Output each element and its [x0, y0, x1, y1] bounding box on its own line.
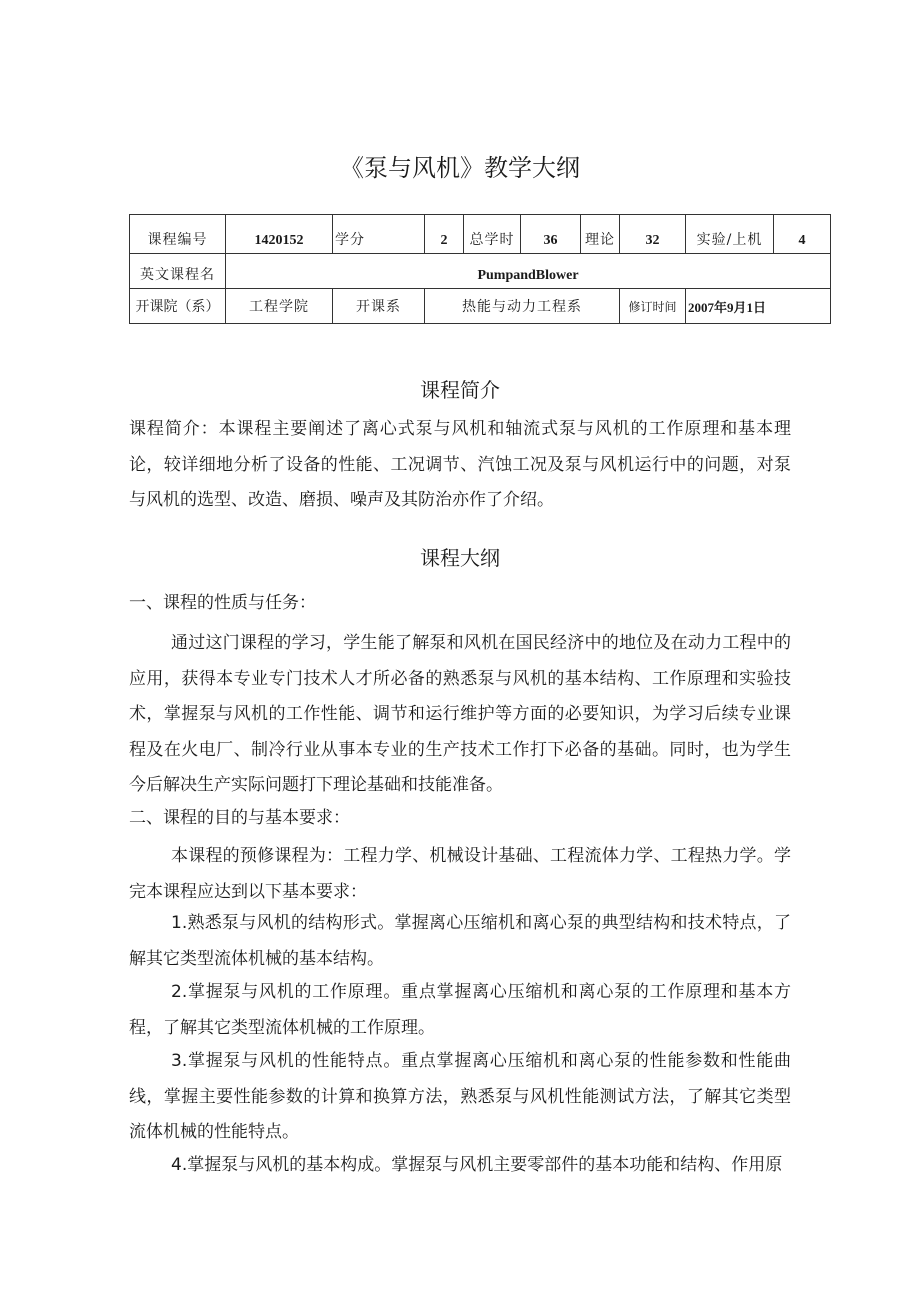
credits-label: 学分 [333, 215, 425, 254]
department-value: 热能与动力工程系 [425, 289, 620, 324]
lab-hours-value: 4 [774, 215, 831, 254]
theory-label: 理论 [581, 215, 620, 254]
course-code-label: 课程编号 [130, 215, 226, 254]
theory-hours-value: 32 [620, 215, 686, 254]
requirement-item-4: 4.掌握泵与风机的基本构成。掌握泵与风机主要零部件的基本功能和结构、作用原 [171, 1155, 783, 1175]
table-row [130, 215, 831, 254]
table-row [130, 289, 831, 324]
college-value: 工程学院 [226, 289, 333, 324]
course-info-table [129, 214, 831, 324]
department-label: 开课系 [333, 289, 425, 324]
table-row [130, 254, 831, 289]
section1-title: 一、课程的性质与任务： [129, 593, 316, 613]
revision-label: 修订时间 [620, 289, 686, 324]
intro-heading: 课程简介 [420, 378, 500, 402]
requirement-item-2: 2.掌握泵与风机的工作原理。重点掌握离心压缩机和离心泵的工作原理和基本方程，了解其它类型流体机械的工作原理。 [129, 982, 791, 1038]
section2-title: 二、课程的目的与基本要求： [129, 808, 350, 828]
section1-paragraph: 通过这门课程的学习，学生能了解泵和风机在国民经济中的地位及在动力工程中的应用，获得本专业专门技术人才所必备的熟悉泵与风机的基本结构、工作原理和实验技术，掌握泵与风机的工作性能、调节和运行维护等方面的必要知识，为学习后续专业课程及在火电厂、制冷行业从事本专业的生产技术工作打下必备的基础。同时，也为学生今后解决生产实际问题打下理论基础和技能准备。 [129, 633, 791, 795]
course-code-value: 1420152 [226, 215, 333, 254]
total-hours-value: 36 [521, 215, 581, 254]
document-title: 《泵与风机》教学大纲 [340, 154, 580, 182]
requirement-item-1: 1.熟悉泵与风机的结构形式。掌握离心压缩机和离心泵的典型结构和技术特点，了解其它类型流体机械的基本结构。 [129, 913, 791, 969]
revision-date-value: 2007年9月1日 [686, 289, 831, 324]
lab-label: 实验/上机 [686, 215, 774, 254]
english-name-value: PumpandBlower [226, 254, 831, 289]
credits-value: 2 [425, 215, 464, 254]
section2-paragraph: 本课程的预修课程为：工程力学、机械设计基础、工程流体力学、工程热力学。学完本课程应达到以下基本要求： [129, 846, 791, 902]
outline-heading: 课程大纲 [420, 546, 500, 570]
college-label: 开课院（系） [130, 289, 226, 324]
intro-paragraph: 课程简介：本课程主要阐述了离心式泵与风机和轴流式泵与风机的工作原理和基本理论，较详细地分析了设备的性能、工况调节、汽蚀工况及泵与风机运行中的问题，对泵与风机的选型、改造、磨损、噪声及其防治亦作了介绍。 [129, 419, 791, 510]
english-name-label: 英文课程名 [130, 254, 226, 289]
requirement-item-3: 3.掌握泵与风机的性能特点。重点掌握离心压缩机和离心泵的性能参数和性能曲线，掌握主要性能参数的计算和换算方法，熟悉泵与风机性能测试方法，了解其它类型流体机械的性能特点。 [129, 1051, 791, 1142]
total-hours-label: 总学时 [464, 215, 521, 254]
